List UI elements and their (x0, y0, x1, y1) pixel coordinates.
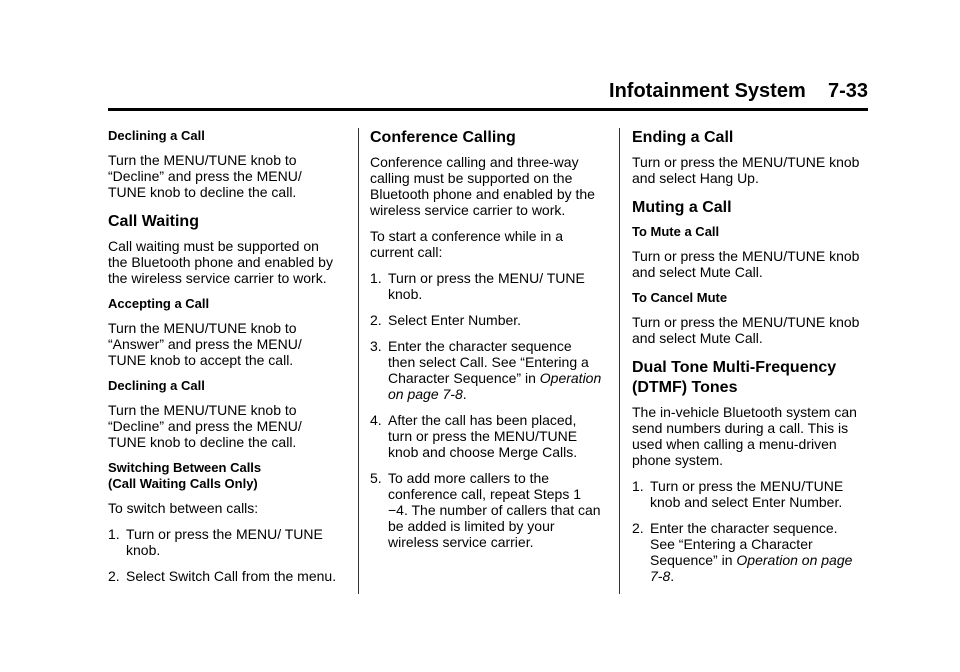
page-header (108, 78, 868, 114)
section-title: Infotainment System (609, 80, 806, 102)
column-divider (619, 128, 620, 594)
paragraph: Turn or press the MENU/TUNE knob and select Mute Call. (632, 248, 860, 280)
page-header-title (609, 80, 868, 103)
paragraph: To switch between calls: (108, 500, 259, 516)
subheading-switching-calls: Switching Between Calls (Call Waiting Calls Only) (108, 460, 262, 491)
paragraph: Turn the MENU/TUNE knob to “Answer” and press the MENU/ TUNE knob to accept the call. (108, 320, 302, 368)
heading-ending-call: Ending a Call (632, 129, 734, 146)
subheading-declining-call: Declining a Call (108, 128, 205, 143)
paragraph: Call waiting must be supported on the Bluetooth phone and enabled by the wireless service carrier to work. (108, 238, 333, 286)
paragraph: Turn the MENU/TUNE knob to “Decline” and press the MENU/ TUNE knob to decline the call. (108, 402, 302, 450)
paragraph: Turn the MENU/TUNE knob to “Decline” and press the MENU/ TUNE knob to decline the call. (108, 152, 302, 200)
list-item: 3. Enter the character sequence then select Call. See “Entering a Character Sequence” in Operation on page 7-8. (370, 338, 602, 402)
subheading-to-mute: To Mute a Call (632, 224, 720, 239)
list-item: 2. Select Enter Number. (370, 312, 522, 328)
heading-call-waiting: Call Waiting (108, 213, 199, 230)
paragraph: Conference calling and three-way calling must be supported on the Bluetooth phone and enabled by the wireless service carrier to work. (370, 154, 595, 218)
column-divider (358, 128, 359, 594)
header-rule (108, 108, 868, 111)
heading-conference-calling: Conference Calling (370, 129, 516, 146)
list-item: 1. Turn or press the MENU/ TUNE knob. (108, 526, 323, 558)
column-1 (108, 128, 340, 594)
column-2 (370, 128, 602, 560)
subheading-accepting-call: Accepting a Call (108, 296, 210, 311)
subheading-cancel-mute: To Cancel Mute (632, 290, 728, 305)
subheading-declining-call: Declining a Call (108, 378, 205, 393)
list-item: 2. Enter the character sequence. See “Entering a Character Sequence” in Operation on page 7-8. (632, 520, 853, 584)
cross-reference-link[interactable]: Operation on page 7-8 (650, 552, 853, 584)
list-item: 2. Select Switch Call from the menu. (108, 568, 337, 584)
list-item: 1. Turn or press the MENU/ TUNE knob. (370, 270, 585, 302)
paragraph: Turn or press the MENU/TUNE knob and select Hang Up. (632, 154, 860, 186)
column-3 (632, 128, 864, 594)
list-item: 5. To add more callers to the conference call, repeat Steps 1 −4. The number of callers that can be added is limited by your wireless service carrier. (370, 470, 601, 550)
page-number: 7-33 (827, 80, 868, 102)
cross-reference-link[interactable]: Operation on page 7-8 (388, 370, 602, 402)
list-item: 1. Turn or press the MENU/TUNE knob and select Enter Number. (632, 478, 844, 510)
paragraph: To start a conference while in a current call: (370, 228, 563, 260)
paragraph: Turn or press the MENU/TUNE knob and select Mute Call. (632, 314, 860, 346)
paragraph: The in-vehicle Bluetooth system can send numbers during a call. This is used when calling a menu-driven phone system. (632, 404, 857, 468)
heading-muting-call: Muting a Call (632, 199, 732, 216)
list-item: 4. After the call has been placed, turn or press the MENU/TUNE knob and choose Merge Calls. (370, 412, 578, 460)
heading-dtmf: Dual Tone Multi-Frequency (DTMF) Tones (632, 359, 837, 396)
